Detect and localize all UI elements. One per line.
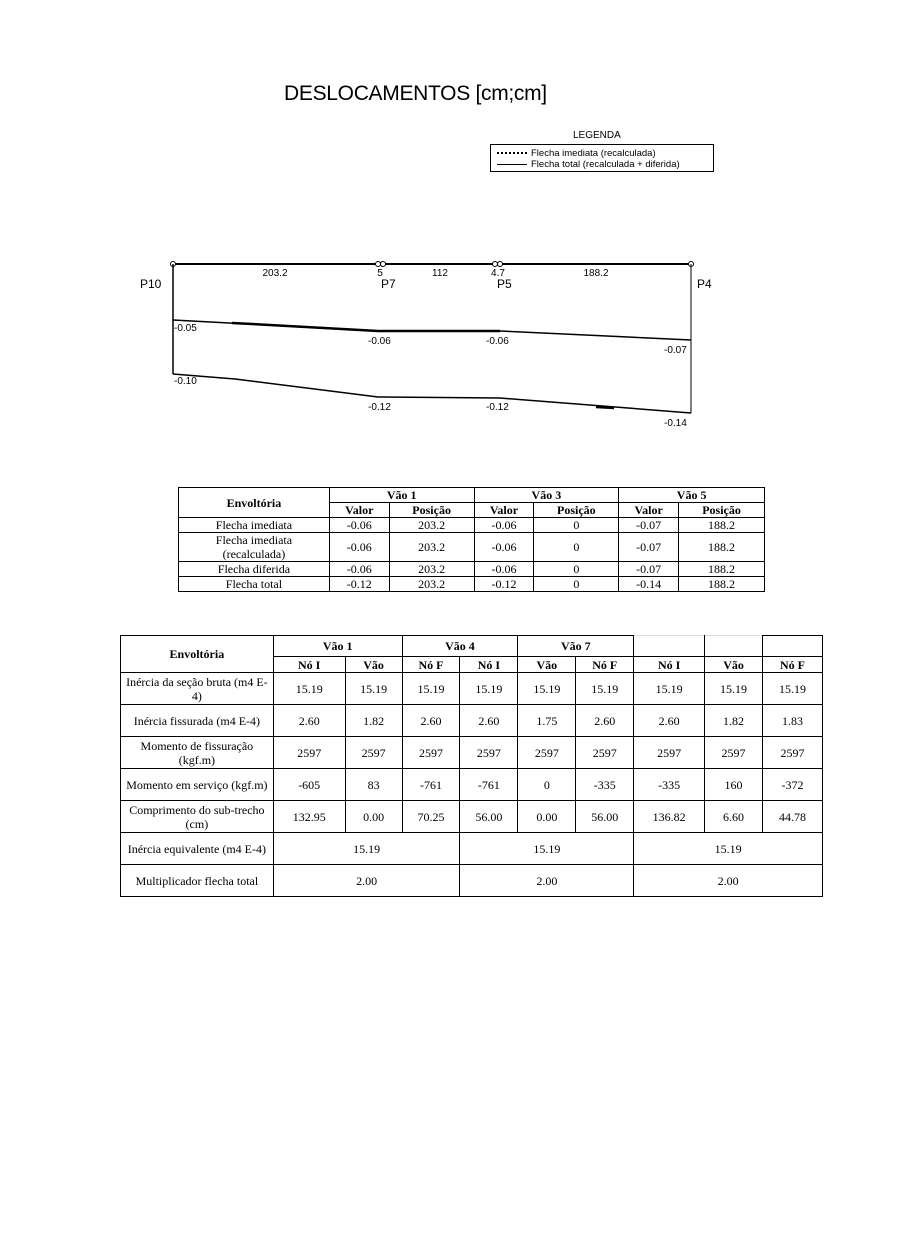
- table-cell: -761: [402, 769, 460, 801]
- span-length-label: 188.2: [583, 268, 609, 279]
- support-node: [498, 262, 503, 267]
- table-row: [121, 705, 823, 737]
- table-cell: 56.00: [576, 801, 634, 833]
- table-cell: 203.2: [389, 562, 474, 577]
- table-cell: 2.60: [576, 705, 634, 737]
- immediate-deflection-label: -0.07: [664, 345, 687, 356]
- table-cell: 15.19: [576, 673, 634, 705]
- table-cell: 0: [534, 518, 619, 533]
- table-row: [121, 769, 823, 801]
- table-header: Vão 5: [619, 488, 765, 503]
- table-cell: 2.00: [273, 865, 460, 897]
- support-node: [376, 262, 381, 267]
- table-header: Vão 4: [402, 636, 518, 657]
- table-cell: -0.12: [474, 577, 534, 592]
- table-cell: 15.19: [634, 673, 705, 705]
- table-cell: 0.00: [345, 801, 402, 833]
- table-cell: 203.2: [389, 533, 474, 562]
- table-cell: 188.2: [679, 533, 765, 562]
- table-cell: -605: [273, 769, 345, 801]
- row-label: Flecha diferida: [179, 562, 330, 577]
- table-cell: 160: [705, 769, 763, 801]
- legend-title: LEGENDA: [573, 130, 621, 141]
- table-cell: 188.2: [679, 562, 765, 577]
- row-label: Momento em serviço (kgf.m): [121, 769, 274, 801]
- table-cell: 15.19: [634, 833, 823, 865]
- total-deflection-label: -0.10: [174, 376, 197, 387]
- table-header: Vão 1: [273, 636, 402, 657]
- table-subheader: Posição: [389, 503, 474, 518]
- table-cell: 2.00: [460, 865, 634, 897]
- table-cell: 188.2: [679, 577, 765, 592]
- table-cell: -0.06: [474, 533, 534, 562]
- support-label: P4: [697, 277, 712, 291]
- support-label: P10: [140, 277, 162, 291]
- table-row: [121, 801, 823, 833]
- empty-header-cell: [634, 636, 705, 657]
- table-header: Envoltória: [179, 488, 330, 518]
- table-row: [179, 533, 765, 562]
- table-subheader: Valor: [619, 503, 679, 518]
- table-cell: 1.83: [762, 705, 822, 737]
- table-row: [121, 673, 823, 705]
- displacement-diagram: [0, 0, 900, 470]
- table-cell: 15.19: [518, 673, 576, 705]
- table-subheader: Nó F: [576, 657, 634, 673]
- table-cell: 2597: [460, 737, 518, 769]
- table-row: [121, 833, 823, 865]
- support-label: P7: [381, 277, 396, 291]
- span-length-label: 4.7: [491, 268, 505, 279]
- table-cell: 15.19: [402, 673, 460, 705]
- table-cell: 15.19: [705, 673, 763, 705]
- legend-label: Flecha total (recalculada + diferida): [531, 158, 680, 170]
- table-cell: 2597: [576, 737, 634, 769]
- empty-header-cell: [705, 636, 763, 657]
- table-cell: 15.19: [345, 673, 402, 705]
- deflection-table: [178, 487, 765, 592]
- table-cell: 2.00: [634, 865, 823, 897]
- table-cell: 15.19: [460, 833, 634, 865]
- table-cell: -761: [460, 769, 518, 801]
- table-subheader: Posição: [534, 503, 619, 518]
- table-cell: 0: [534, 533, 619, 562]
- legend-label: Flecha imediata (recalculada): [531, 147, 656, 159]
- row-label: Inércia equivalente (m4 E-4): [121, 833, 274, 865]
- table-cell: -0.06: [474, 562, 534, 577]
- table-cell: 2597: [345, 737, 402, 769]
- table-header: Vão 7: [518, 636, 634, 657]
- table-cell: 83: [345, 769, 402, 801]
- table-cell: -335: [634, 769, 705, 801]
- table-cell: 15.19: [460, 673, 518, 705]
- span-length-label: 5: [377, 268, 383, 279]
- table-cell: 44.78: [762, 801, 822, 833]
- table-cell: -335: [576, 769, 634, 801]
- table-row: [121, 737, 823, 769]
- table-cell: 56.00: [460, 801, 518, 833]
- table-cell: 0: [534, 562, 619, 577]
- support-node: [493, 262, 498, 267]
- table-subheader: Valor: [474, 503, 534, 518]
- total-deflection-thick: [596, 407, 614, 408]
- table-cell: 0: [518, 769, 576, 801]
- table-cell: 203.2: [389, 577, 474, 592]
- empty-header-cell: [762, 636, 822, 657]
- table-subheader: Vão: [518, 657, 576, 673]
- table-cell: -0.07: [619, 533, 679, 562]
- table-subheader: Nó I: [634, 657, 705, 673]
- table-cell: 132.95: [273, 801, 345, 833]
- span-length-label: 112: [432, 268, 448, 279]
- row-label: Inércia fissurada (m4 E-4): [121, 705, 274, 737]
- table-header: Envoltória: [121, 636, 274, 673]
- table-cell: 2597: [273, 737, 345, 769]
- table-subheader: Nó F: [762, 657, 822, 673]
- table-cell: -0.06: [329, 518, 389, 533]
- table-cell: -0.07: [619, 562, 679, 577]
- table-cell: 0: [534, 577, 619, 592]
- immediate-deflection-label: -0.05: [174, 323, 197, 334]
- table-cell: 6.60: [705, 801, 763, 833]
- table-row: [179, 562, 765, 577]
- table-cell: -0.07: [619, 518, 679, 533]
- row-label: Inércia da seção bruta (m4 E-4): [121, 673, 274, 705]
- table-cell: -372: [762, 769, 822, 801]
- row-label: Flecha imediata (recalculada): [179, 533, 330, 562]
- table-cell: 2.60: [402, 705, 460, 737]
- table-cell: 2.60: [273, 705, 345, 737]
- table-header: Vão 1: [329, 488, 474, 503]
- immediate-deflection-label: -0.06: [486, 336, 509, 347]
- table-cell: 203.2: [389, 518, 474, 533]
- table-subheader: Vão: [345, 657, 402, 673]
- table-cell: -0.14: [619, 577, 679, 592]
- table-subheader: Nó I: [460, 657, 518, 673]
- table-header: Vão 3: [474, 488, 619, 503]
- table-cell: 0.00: [518, 801, 576, 833]
- table-cell: 2597: [402, 737, 460, 769]
- table-cell: -0.06: [329, 533, 389, 562]
- table-cell: 2597: [518, 737, 576, 769]
- row-label: Flecha total: [179, 577, 330, 592]
- table-cell: 1.75: [518, 705, 576, 737]
- row-label: Flecha imediata: [179, 518, 330, 533]
- table-cell: 15.19: [762, 673, 822, 705]
- table-cell: 2.60: [460, 705, 518, 737]
- table-cell: 136.82: [634, 801, 705, 833]
- support-node: [381, 262, 386, 267]
- support-label: P5: [497, 277, 512, 291]
- page-title: DESLOCAMENTOS [cm;cm]: [284, 82, 547, 105]
- span-length-label: 203.2: [262, 268, 288, 279]
- immediate-deflection-label: -0.06: [368, 336, 391, 347]
- table-row: [121, 865, 823, 897]
- table-subheader: Nó I: [273, 657, 345, 673]
- table-cell: 15.19: [273, 833, 460, 865]
- table-cell: 2597: [634, 737, 705, 769]
- table-cell: 2597: [762, 737, 822, 769]
- immediate-deflection-thick: [232, 323, 500, 331]
- table-cell: -0.12: [329, 577, 389, 592]
- table-row: [179, 577, 765, 592]
- total-deflection-label: -0.14: [664, 418, 687, 429]
- table-subheader: Vão: [705, 657, 763, 673]
- table-cell: 70.25: [402, 801, 460, 833]
- row-label: Momento de fissuração (kgf.m): [121, 737, 274, 769]
- table-cell: 15.19: [273, 673, 345, 705]
- table-cell: -0.06: [474, 518, 534, 533]
- table-cell: -0.06: [329, 562, 389, 577]
- row-label: Comprimento do sub-trecho (cm): [121, 801, 274, 833]
- table-subheader: Posição: [679, 503, 765, 518]
- total-deflection-label: -0.12: [368, 402, 391, 413]
- inertia-table: [120, 635, 823, 897]
- table-cell: 188.2: [679, 518, 765, 533]
- table-row: [179, 518, 765, 533]
- table-cell: 1.82: [705, 705, 763, 737]
- table-cell: 1.82: [345, 705, 402, 737]
- table-cell: 2597: [705, 737, 763, 769]
- table-subheader: Nó F: [402, 657, 460, 673]
- table-cell: 2.60: [634, 705, 705, 737]
- table-subheader: Valor: [329, 503, 389, 518]
- total-deflection-label: -0.12: [486, 402, 509, 413]
- row-label: Multiplicador flecha total: [121, 865, 274, 897]
